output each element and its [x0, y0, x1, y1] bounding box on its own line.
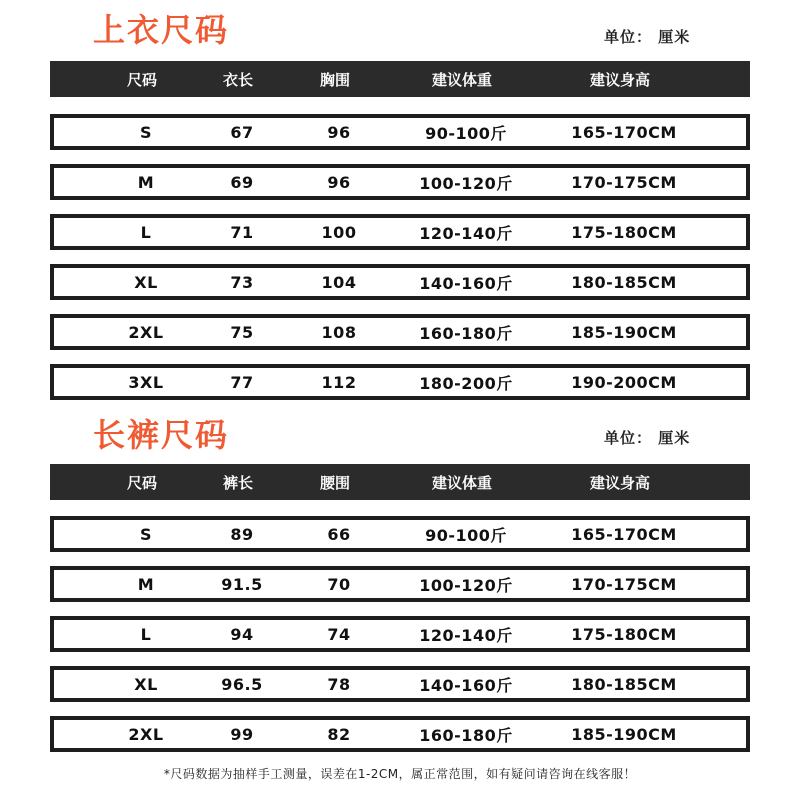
chest-cell: 96 [327, 172, 351, 192]
table-row [50, 214, 750, 250]
length-cell: 75 [230, 322, 254, 342]
waist-cell: 78 [327, 674, 351, 694]
tops-unit-label: 单位： 厘米 [604, 28, 691, 46]
tops-table-header [50, 61, 750, 97]
table-row [50, 264, 750, 300]
chest-cell: 100 [321, 222, 357, 242]
length-cell: 71 [230, 222, 254, 242]
weight-cell: 100-120斤 [419, 575, 513, 595]
size-cell: L [140, 222, 152, 242]
size-cell: M [137, 172, 155, 192]
weight-cell: 100-120斤 [419, 173, 513, 193]
length-cell: 99 [230, 724, 254, 744]
length-cell: 89 [230, 524, 254, 544]
header-weight: 建议体重 [431, 473, 492, 492]
length-cell: 73 [230, 272, 254, 292]
table-row [50, 666, 750, 702]
weight-cell: 180-200斤 [419, 373, 513, 393]
size-cell: XL [134, 674, 158, 694]
length-cell: 69 [230, 172, 254, 192]
length-cell: 94 [230, 624, 254, 644]
table-row [50, 364, 750, 400]
size-cell: L [140, 624, 152, 644]
table-row [50, 566, 750, 602]
table-row [50, 314, 750, 350]
weight-cell: 140-160斤 [419, 675, 513, 695]
waist-cell: 66 [327, 524, 351, 544]
length-cell: 67 [230, 122, 254, 142]
header-size: 尺码 [126, 70, 157, 89]
size-cell: S [139, 122, 153, 142]
weight-cell: 120-140斤 [419, 625, 513, 645]
chest-cell: 108 [321, 322, 357, 342]
table-row [50, 164, 750, 200]
height-cell: 165-170CM [571, 524, 677, 544]
height-cell: 185-190CM [571, 322, 677, 342]
height-cell: 170-175CM [571, 574, 677, 594]
pants-table-header [50, 464, 750, 500]
weight-cell: 140-160斤 [419, 273, 513, 293]
height-cell: 180-185CM [571, 674, 677, 694]
weight-cell: 160-180斤 [419, 323, 513, 343]
chest-cell: 96 [327, 122, 351, 142]
size-cell: 2XL [128, 724, 164, 744]
header-chest: 胸围 [319, 70, 350, 89]
chest-cell: 104 [321, 272, 357, 292]
pants-size-title: 长裤尺码 [93, 416, 230, 454]
size-cell: XL [134, 272, 158, 292]
waist-cell: 82 [327, 724, 351, 744]
weight-cell: 90-100斤 [425, 525, 507, 545]
height-cell: 180-185CM [571, 272, 677, 292]
height-cell: 175-180CM [571, 624, 677, 644]
size-cell: 2XL [128, 322, 164, 342]
header-waist: 腰围 [319, 473, 350, 492]
tops-size-title: 上衣尺码 [93, 11, 230, 49]
height-cell: 170-175CM [571, 172, 677, 192]
header-height: 建议身高 [589, 70, 650, 89]
header-weight: 建议体重 [431, 70, 492, 89]
height-cell: 190-200CM [571, 372, 677, 392]
header-length: 衣长 [222, 70, 253, 89]
size-cell: S [139, 524, 153, 544]
table-row [50, 114, 750, 150]
height-cell: 175-180CM [571, 222, 677, 242]
chest-cell: 112 [321, 372, 357, 392]
pants-unit-label: 单位： 厘米 [604, 429, 691, 447]
length-cell: 77 [230, 372, 254, 392]
height-cell: 185-190CM [571, 724, 677, 744]
header-size: 尺码 [126, 473, 157, 492]
height-cell: 165-170CM [571, 122, 677, 142]
table-row [50, 516, 750, 552]
size-cell: M [137, 574, 155, 594]
weight-cell: 90-100斤 [425, 123, 507, 143]
waist-cell: 74 [327, 624, 351, 644]
table-row [50, 716, 750, 752]
length-cell: 91.5 [221, 574, 263, 594]
measurement-footnote: *尺码数据为抽样手工测量，误差在1-2CM，属正常范围，如有疑问请咨询在线客服！ [163, 767, 637, 781]
waist-cell: 70 [327, 574, 351, 594]
header-height: 建议身高 [589, 473, 650, 492]
size-cell: 3XL [128, 372, 164, 392]
header-length: 裤长 [222, 473, 253, 492]
length-cell: 96.5 [221, 674, 263, 694]
weight-cell: 120-140斤 [419, 223, 513, 243]
weight-cell: 160-180斤 [419, 725, 513, 745]
table-row [50, 616, 750, 652]
